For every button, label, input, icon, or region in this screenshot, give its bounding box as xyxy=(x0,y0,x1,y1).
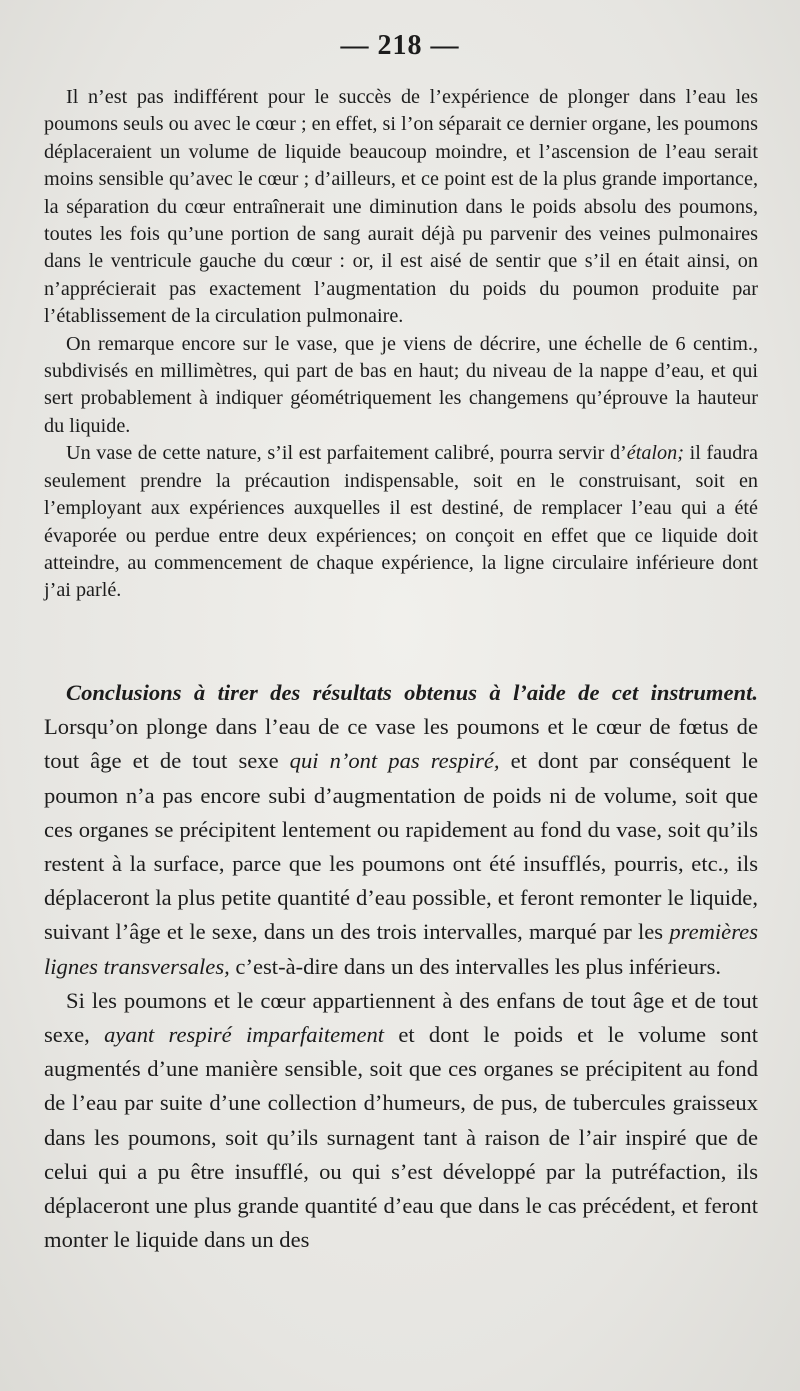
paragraph-text: Un vase de cette nature, s’il est parfaitement calibré, pourra servir d’ xyxy=(66,442,627,465)
paragraph xyxy=(44,984,758,1258)
paragraph-text: et dont par conséquent le poumon n’a pas encore subi d’augmentation de poids ni de volume, soit que ces organes se précipitent lentement ou rapidement au fond du vase, soit qu’ils restent à la surface, parce que les poumons ont été insufflés, pourris, etc., ils déplaceront la plus petite quantité d’eau possible, et feront remonter le liquide, suivant l’âge et le sexe, dans un des trois intervalles, marqué par les xyxy=(44,748,758,945)
italic-phrase: premières lignes transversales, xyxy=(44,919,758,979)
paragraph-text: Lorsqu’on plonge dans l’eau de ce vase les poumons et le cœur de fœtus de tout âge et de tout sexe xyxy=(44,714,758,774)
paragraph: On remarque encore sur le vase, que je viens de décrire, une échelle de 6 centim., subdivisés en millimètres, qui part de bas en haut; du niveau de la nappe d’eau, et qui sert probablement à indiquer géométriquement les changemens qu’éprouve la hauteur du liquide. xyxy=(44,332,758,437)
page-number: — 218 — xyxy=(340,30,460,61)
paragraph-text: il faudra seulement prendre la précaution indispensable, soit en le construisant, soit en l’employant aux expériences auxquelles il est destiné, de remplacer l’eau qui a été évaporée ou perdue entre deux expériences; on conçoit en effet que ce liquide doit atteindre, au commencement de chaque expérience, la ligne circulaire inférieure dont j’ai parlé. xyxy=(44,442,758,602)
paragraph-text: et dont le poids et le volume sont augmentés d’une manière sensible, soit que ces organes se précipitent au fond de l’eau par suite d’une collection d’humeurs, de pus, de tubercules graisseux dans les poumons, soit qu’ils surnagent tant à raison de l’air inspiré que de celui qui a pu être insufflé, ou qui s’est développé par la putréfaction, ils déplaceront une plus grande quantité d’eau que dans le cas précédent, et feront monter le liquide dans un des xyxy=(44,1022,758,1253)
paragraph xyxy=(44,676,758,984)
paragraph-text: Si les poumons et le cœur appartiennent à des enfans de tout âge et de tout sexe, xyxy=(44,987,758,1048)
paragraph xyxy=(44,440,758,604)
italic-term: étalon; xyxy=(626,442,684,465)
section-heading: Conclusions à tirer des résultats obtenus à l’aide de cet instrument. xyxy=(66,680,758,705)
paragraph-text: c’est-à-dire dans un des intervalles les plus inférieurs. xyxy=(229,953,722,979)
italic-phrase: qui n’ont pas respiré, xyxy=(289,748,500,774)
paragraph: Il n’est pas indifférent pour le succès de l’expérience de plonger dans l’eau les poumons seuls ou avec le cœur ; en effet, si l’on séparait ce dernier organe, les poumons déplaceraient un volume de liquide beaucoup moindre, et l’ascension de l’eau serait moins sensible qu’avec le cœur ; d’ailleurs, et ce point est de la plus grande importance, la séparation du cœur entraînerait une diminution dans le poids absolu des poumons, toutes les fois qu’une portion de sang aurait déjà pu parvenir des veines pulmonaires dans le ventricule gauche du cœur : or, il est aisé de sentir que s’il en était ainsi, on n’apprécierait pas exactement l’augmentation du poids du poumon produite par l’établissement de la circulation pulmonaire. xyxy=(44,86,758,328)
conclusions-section xyxy=(44,676,758,1257)
small-text-section xyxy=(44,84,758,605)
italic-phrase: ayant respiré imparfaitement xyxy=(104,1022,385,1048)
